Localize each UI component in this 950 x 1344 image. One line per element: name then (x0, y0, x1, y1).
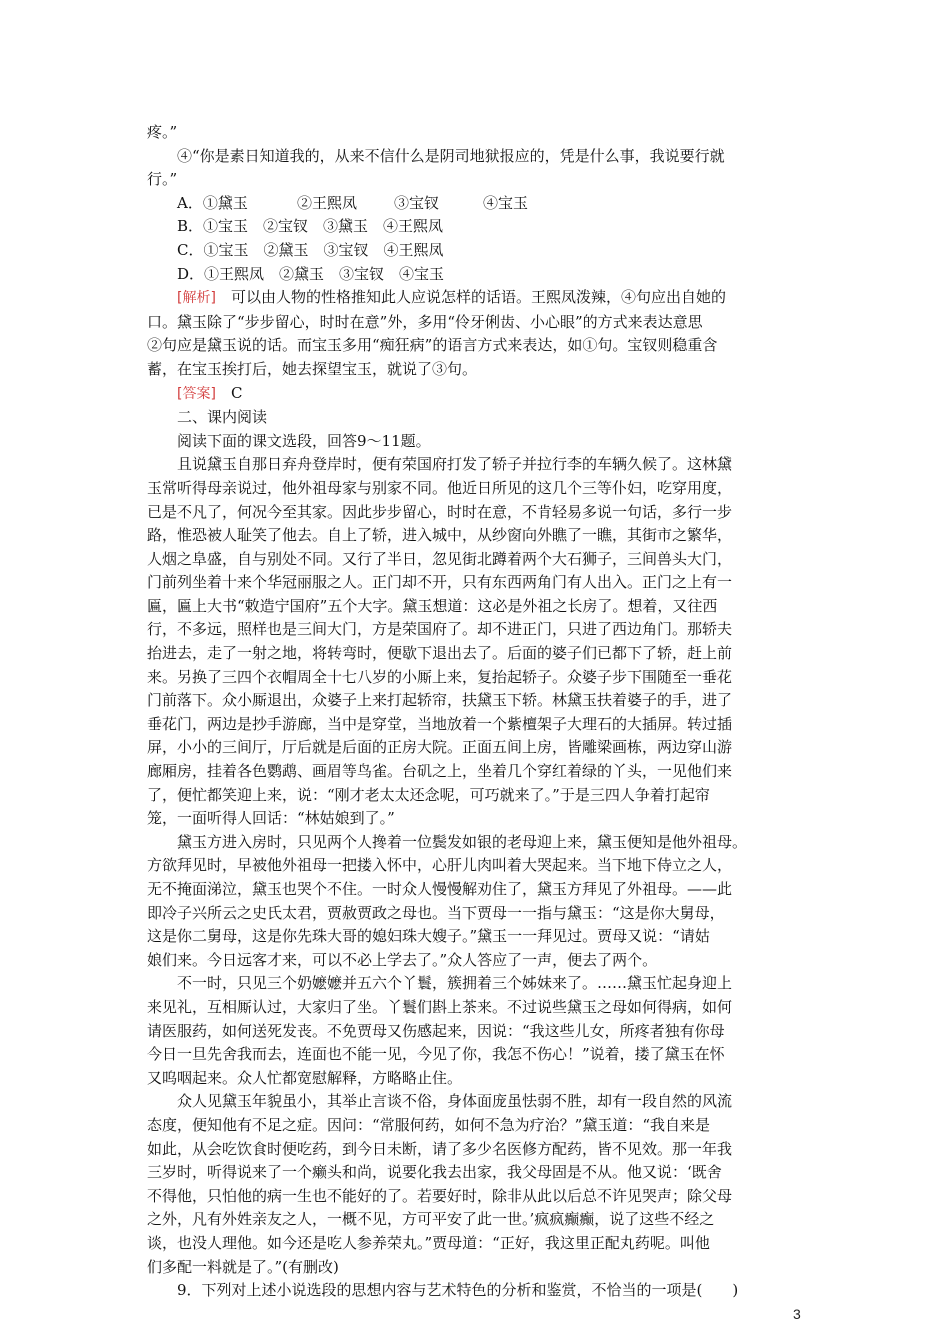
passage-line: 已是不凡了，何况今至其家。因此步步留心，时时在意，不肯轻易多说一句话，多行一步 (147, 502, 733, 521)
passage-line: 方欲拜见时，早被他外祖母一把搂入怀中，心肝儿肉叫着大哭起来。当下地下侍立之人， (147, 856, 733, 875)
passage-line: 笼，一面听得人回话：“林姑娘到了。” (147, 809, 395, 828)
page-content (147, 121, 812, 1303)
option-a-part: ④宝玉 (483, 193, 529, 212)
passage-line: 来。另换了三四个衣帽周全十七八岁的小厮上来，复抬起轿子。众婆子步下围随至一垂花 (147, 667, 733, 686)
passage-line: 不得他，只怕他的病一生也不能好的了。若要好时，除非从此以后总不许见哭声；除父母 (147, 1186, 733, 1205)
reading-instruction: 阅读下面的课文选段，回答9～11题。 (177, 431, 431, 450)
answer-line (147, 382, 812, 407)
page-number: 3 (793, 1306, 801, 1322)
answer-options (147, 192, 812, 286)
passage-line: 之外，凡有外姓亲友之人，一概不见，方可平安了此一世。’疯疯癫癫，说了这些不经之 (147, 1210, 715, 1229)
section-title: 二、课内阅读 (177, 408, 268, 427)
question-intro (147, 121, 812, 192)
text-line: ④“你是素日知道我的，从来不信什么是阴司地狱报应的，凭是什么事，我说要行就 (177, 146, 725, 165)
passage-line: 玉常听得母亲说过，他外祖母家与别家不同。他近日所见的这几个三等仆妇，吃穿用度， (147, 478, 733, 497)
passage-line: 垂花门，两边是抄手游廊，当中是穿堂，当地放着一个紫檀架子大理石的大插屏。转过插 (147, 714, 733, 733)
passage-line: 黛玉方进入房时，只见两个人搀着一位鬓发如银的老母迎上来，黛玉便知是他外祖母。 (177, 832, 748, 851)
passage-line: 了，便忙都笑迎上来，说：“刚才老太太还念呢，可巧就来了。”于是三四人争着打起帘 (147, 785, 710, 804)
passage-line: 们多配一料就是了。”(有删改) (147, 1257, 339, 1276)
option-c: C．①宝玉 ②黛玉 ③宝钗 ④王熙凤 (177, 240, 444, 259)
passage-line: 行，不多远，照样也是三间大门，方是荣国府了。却不进正门，只进了西边角门。那轿夫 (147, 620, 733, 639)
passage-line: 不一时，只见三个奶嬷嬷并五六个丫鬟，簇拥着三个姊妹来了。……黛玉忙起身迎上 (177, 974, 733, 993)
passage-line: 请医服药，如何送死发丧。不免贾母又伤感起来，因说：“我这些儿女，所疼者独有你母 (147, 1021, 725, 1040)
analysis-tag: [解析] (177, 290, 216, 307)
option-a (147, 192, 812, 216)
answer-value: C (215, 383, 243, 402)
passage-line: 又呜咽起来。众人忙都宽慰解释，方略略止住。 (147, 1068, 463, 1087)
passage-line: 无不掩面涕泣，黛玉也哭个不住。一时众人慢慢解劝住了，黛玉方拜见了外祖母。——此 (147, 880, 733, 898)
option-b: B．①宝玉 ②宝钗 ③黛玉 ④王熙凤 (177, 217, 444, 236)
reading-passage (147, 453, 812, 1279)
option-d: D．①王熙凤 ②黛玉 ③宝钗 ④宝玉 (177, 264, 445, 283)
passage-line: 来见礼，互相厮认过，大家归了坐。丫鬟们斟上茶来。不过说些黛玉之母如何得病，如何 (147, 997, 733, 1016)
passage-line: 态度，便知他有不足之症。因问：“常服何药，如何不急为疗治？”黛玉道：“我自来是 (147, 1115, 711, 1134)
passage-line: 如此，从会吃饮食时便吃药，到今日未断，请了多少名医修方配药，皆不见效。那一年我 (147, 1139, 733, 1158)
passage-line: 门前落下。众小厮退出，众婆子上来打起轿帘，扶黛玉下轿。林黛玉扶着婆子的手，进了 (147, 691, 733, 710)
text-line: 口。黛玉除了“步步留心，时时在意”外，多用“伶牙俐齿、小心眼”的方式来表达意思 (147, 312, 703, 331)
question-9: 9．下列对上述小说选段的思想内容与艺术特色的分析和鉴赏，不恰当的一项是( ) (177, 1281, 739, 1300)
passage-line: 这是你二舅母，这是你先珠大哥的媳妇珠大嫂子。”黛玉一一拜见过。贾母又说：“请姑 (147, 927, 710, 946)
analysis-block (147, 286, 812, 381)
passage-line: 谈，也没人理他。如今还是吃人参养荣丸。”贾母道：“正好，我这里正配丸药呢。叫他 (147, 1233, 710, 1252)
text-line: ②句应是黛玉说的话。而宝玉多用“痴狂病”的语言方式来表达，如①句。宝钗则稳重含 (147, 336, 718, 355)
text-line: 疼。” (147, 123, 178, 141)
text-line: 行。” (147, 170, 178, 189)
analysis-first-line (147, 286, 812, 311)
option-a-part: A．①黛玉 (177, 193, 248, 212)
passage-line: 屏，小小的三间厅，厅后就是后面的正房大院。正面五间上房，皆雕梁画栋，两边穿山游 (147, 738, 733, 757)
passage-line: 众人见黛玉年貌虽小，其举止言谈不俗，身体面庞虽怯弱不胜，却有一段自然的风流 (177, 1092, 733, 1111)
passage-line: 门前列坐着十来个华冠丽服之人。正门却不开，只有东西两角门有人出入。正门之上有一 (147, 573, 733, 592)
passage-line: 人烟之阜盛，自与别处不同。又行了半日，忽见街北蹲着两个大石狮子，三间兽头大门， (147, 549, 733, 568)
passage-line: 路，惟恐被人耻笑了他去。自上了轿，进入城中，从纱窗向外瞧了一瞧，其街市之繁华， (147, 526, 733, 545)
option-a-part: ②王熙凤 (297, 193, 358, 212)
passage-line: 即冷子兴所云之史氏太君，贾赦贾政之母也。当下贾母一一指与黛玉：“这是你大舅母， (147, 903, 725, 922)
answer-tag: [答案] (177, 385, 216, 402)
passage-line: 今日一旦先舍我而去，连面也不能一见，今见了你，我怎不伤心！”说着，搂了黛玉在怀 (147, 1045, 725, 1064)
passage-line: 廊厢房，挂着各色鹦鹉、画眉等鸟雀。台矶之上，坐着几个穿红着绿的丫头，一见他们来 (147, 762, 733, 781)
passage-line: 匾，匾上大书“敕造宁国府”五个大字。黛玉想道：这必是外祖之长房了。想着，又往西 (147, 596, 718, 615)
passage-line: 抬进去，走了一射之地，将转弯时，便歇下退出去了。后面的婆子们已都下了轿，赶上前 (147, 644, 733, 663)
option-a-part: ③宝钗 (394, 193, 440, 212)
analysis-text: 可以由人物的性格推知此人应说怎样的话语。王熙凤泼辣，④句应出自她的 (215, 288, 726, 307)
text-line: 蓄，在宝玉挨打后，她去探望宝玉，就说了③句。 (147, 359, 478, 378)
passage-line: 娘们来。今日远客才来，可以不必上学去了。”众人答应了一声，便去了两个。 (147, 950, 658, 969)
passage-line: 且说黛玉自那日弃舟登岸时，便有荣国府打发了轿子并拉行李的车辆久候了。这林黛 (177, 455, 733, 474)
passage-line: 三岁时，听得说来了一个癞头和尚，说要化我去出家，我父母固是不从。他又说：‘既舍 (147, 1163, 722, 1182)
